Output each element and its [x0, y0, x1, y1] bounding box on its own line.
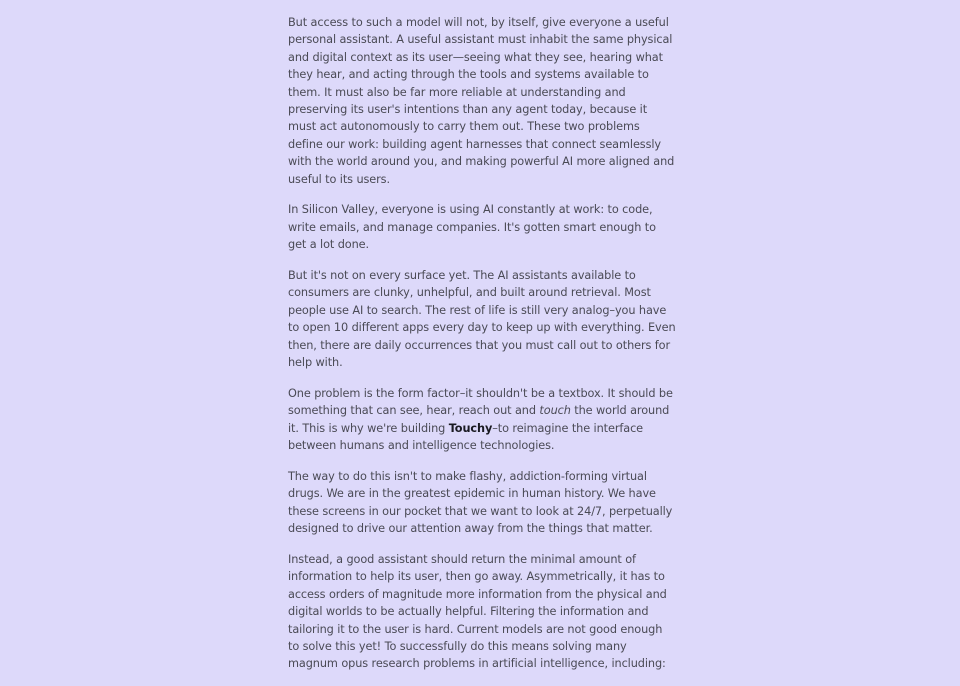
paragraph-6: Instead, a good assistant should return the minimal amount of information to help its user, then go away. Asymmetrically, it has to access orders of magnitude more information from the physical and digital worlds to be actually helpful. Filtering the information and tailoring it to the user is hard. Current models are not good enough to solve this yet! To successfully do this means solving many magnum opus research problems in artificial intelligence, including:: [288, 552, 667, 671]
paragraph-3: But it's not on every surface yet. The AI assistants available to consumers are clunky, unhelpful, and built around retrieval. Most people use AI to search. The rest of life is still very analog–you have to open 10 different apps every day to keep up with everything. Even then, there are daily occurrences that you must call out to others for help with.: [288, 269, 676, 370]
paragraph-4: [288, 385, 676, 455]
touch-emphasis: touch: [539, 404, 571, 418]
touchy-brand-name: Touchy: [448, 421, 493, 435]
paragraph-4-text-middle: the world around it. This is why we're building: [288, 404, 670, 435]
paragraph-4-text-before: One problem is the form factor–it shouldn't be a textbox. It should be something that can see, hear, reach out and: [288, 386, 673, 418]
article-body: [288, 14, 676, 686]
paragraph-5: The way to do this isn't to make flashy, addiction-forming virtual drugs. We are in the greatest epidemic in human history. We have these screens in our pocket that we want to look at 24/7, perpetually designed to drive our attention away from the things that matter.: [288, 469, 673, 536]
paragraph-1: But access to such a model will not, by itself, give everyone a useful personal assistant. A useful assistant must inhabit the same physical and digital context as its user—seeing what they see, hearing what they hear, and acting through the tools and systems available to them. It must also be far more reliable at understanding and preserving its user's intentions than any agent today, because it must act autonomously to carry them out. These two problems define our work: building agent harnesses that connect seamlessly with the world around you, and making powerful AI more aligned and useful to its users.: [288, 16, 675, 186]
paragraph-2: In Silicon Valley, everyone is using AI constantly at work: to code, write emails, and manage companies. It's gotten smart enough to get a lot done.: [288, 203, 656, 252]
paragraph-4-text-after: –to reimagine the interface between humans and intelligence technologies.: [288, 421, 644, 453]
